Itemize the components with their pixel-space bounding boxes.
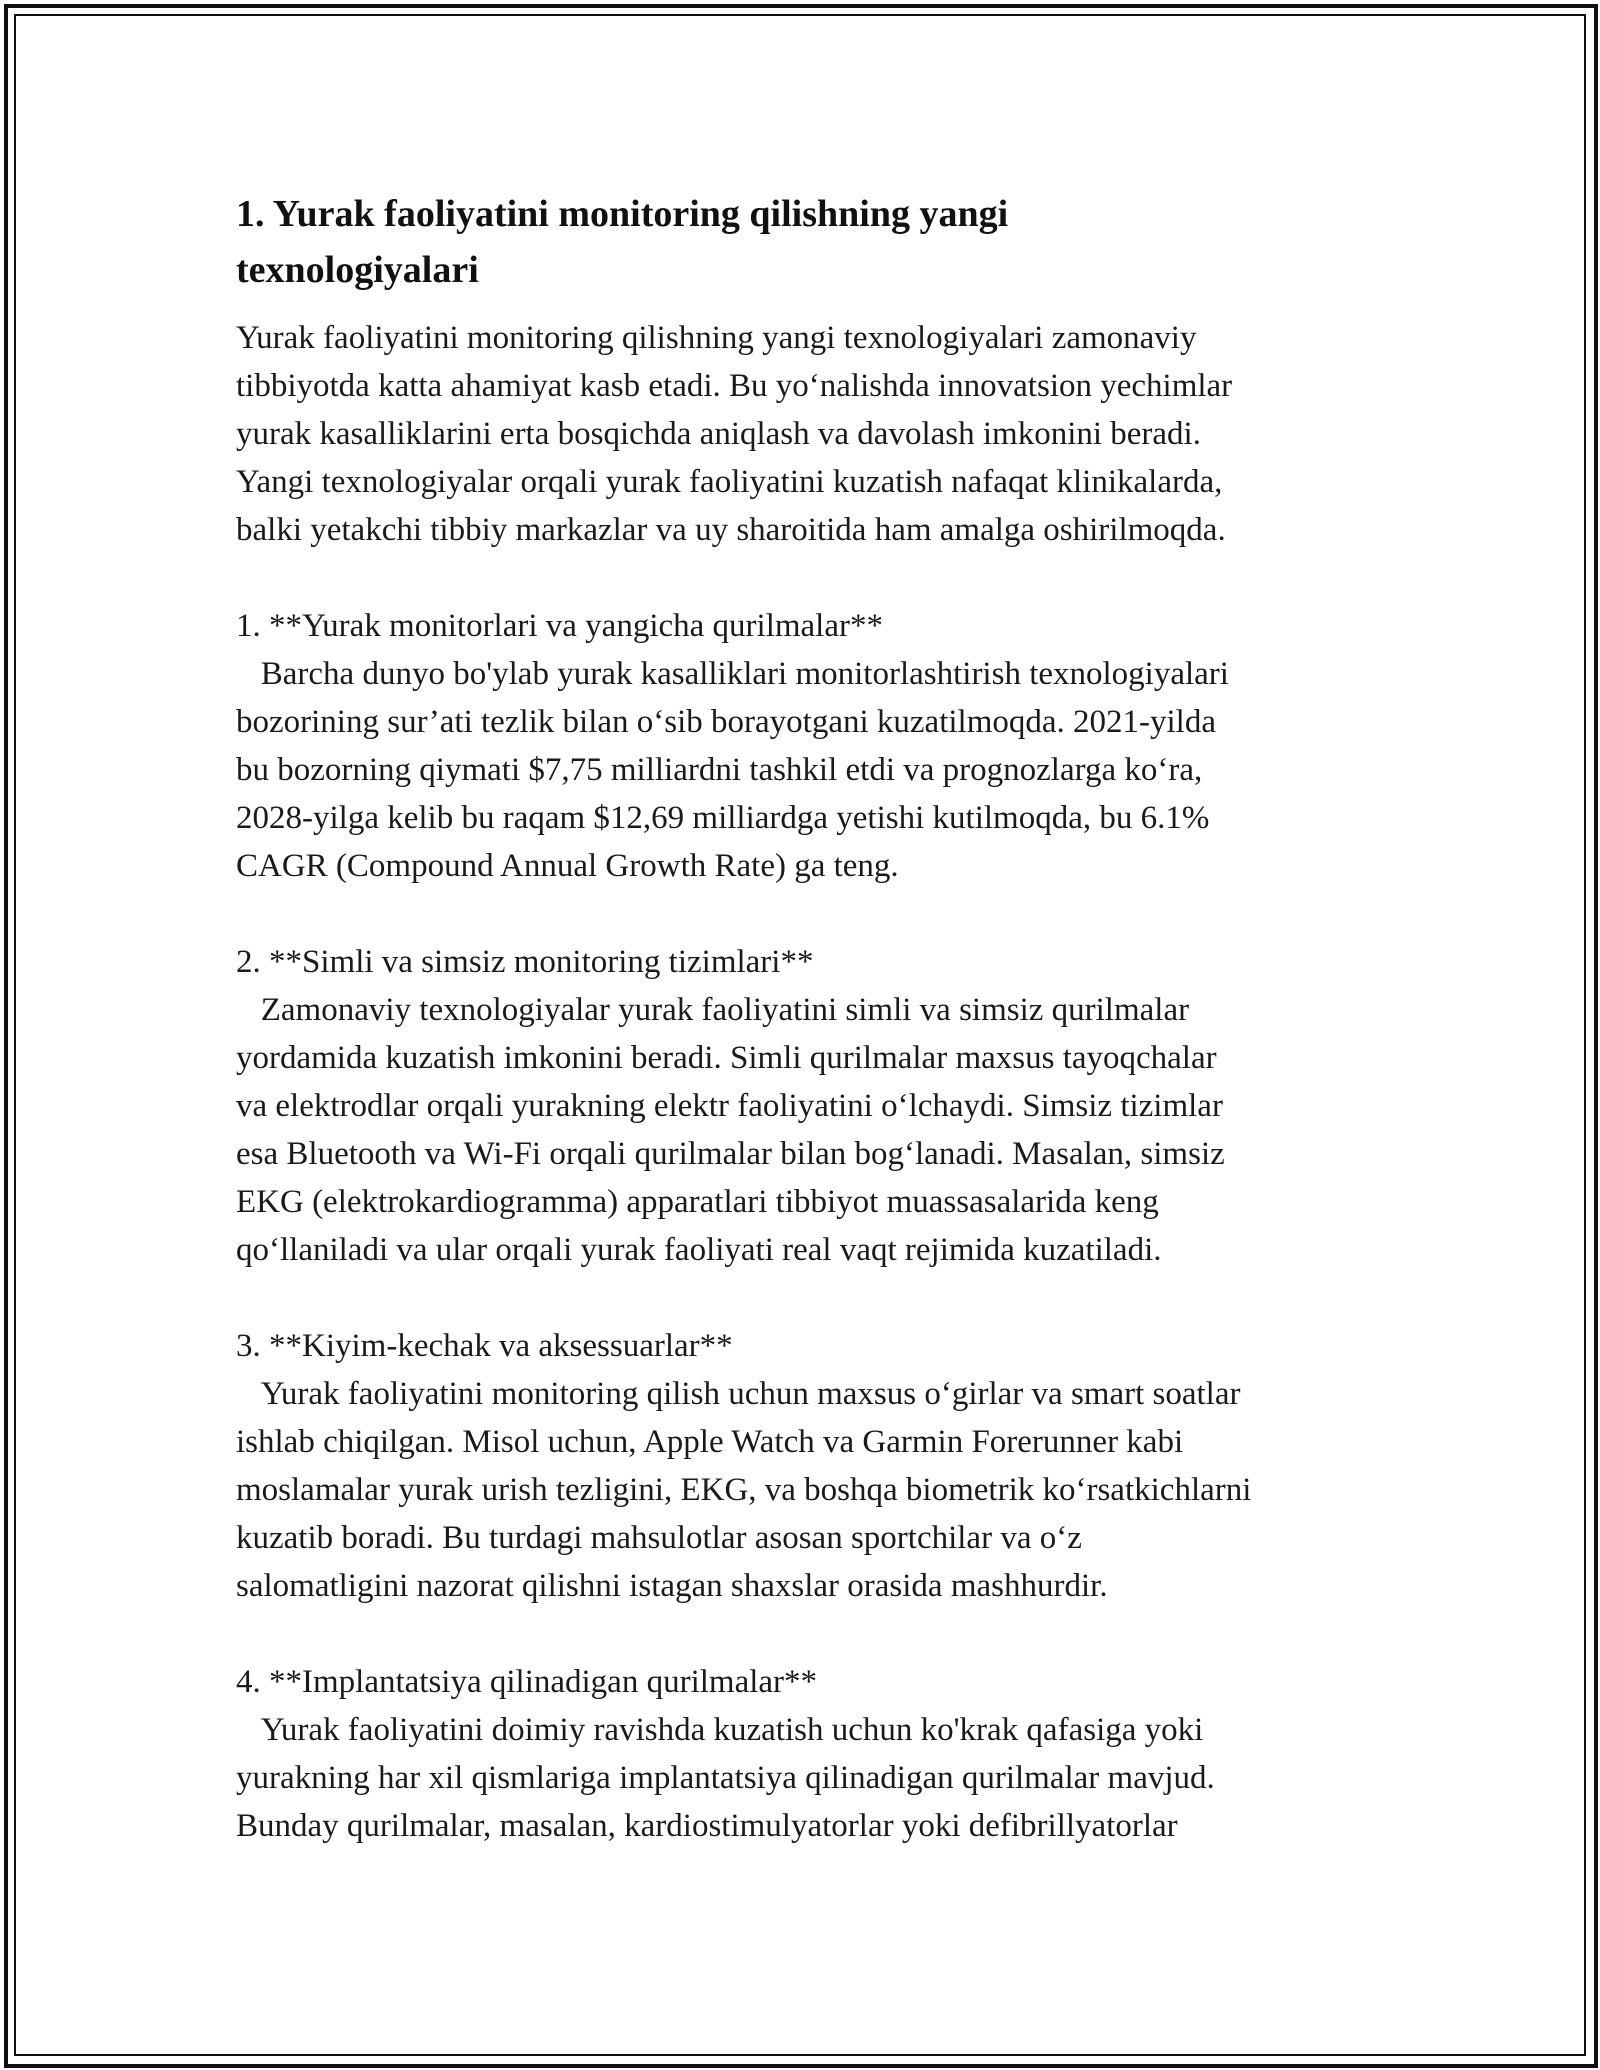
section-body: Yurak faoliyatini monitoring qilish uchun maxsus o‘girlar va smart soatlar ishlab chiqilgan. Misol uchun, Apple Watch va Garmin Forerunner kabi moslamalar yurak urish tezligini, EKG, va boshqa biometrik ko‘rsatkichlarni kuzatib boradi. Bu turdagi mahsulotlar asosan sportchilar va o‘z salomatligini nazorat qilishni istagan shaxslar orasida mashhurdir. [236, 1376, 1252, 1604]
section-body: Yurak faoliyatini doimiy ravishda kuzatish uchun ko'krak qafasiga yoki yurakning har xil qismlariga implantatsiya qilinadigan qurilmalar mavjud. Bunday qurilmalar, masalan, kardiostimulyatorlar yoki defibrillyatorlar [236, 1712, 1215, 1844]
section-heading: 3. **Kiyim-kechak va aksessuarlar** [236, 1328, 733, 1364]
intro-paragraph: Yurak faoliyatini monitoring qilishning yangi texnologiyalari zamonaviy tibbiyotda katta ahamiyat kasb etadi. Bu yo‘nalishda innovatsion yechimlar yurak kasalliklarini erta bosqichda aniqlash va davolash imkonini beradi. Yangi texnologiyalar orqali yurak faoliyatini kuzatish nafaqat klinikalarda, balki yetakchi tibbiy markazlar va uy sharoitida ham amalga oshirilmoqda. [236, 320, 1233, 548]
paragraph-gap [236, 1274, 1376, 1322]
section-heading: 2. **Simli va simsiz monitoring tizimlari** [236, 944, 814, 980]
paragraph-gap [236, 890, 1376, 938]
section-body: Barcha dunyo bo'ylab yurak kasalliklari monitorlashtirish texnologiyalari bozorining sur’ati tezlik bilan o‘sib borayotgani kuzatilmoqda. 2021-yilda bu bozorning qiymati $7,75 milliardni tashkil etdi va prognozlarga ko‘ra, 2028-yilga kelib bu raqam $12,69 milliardga yetishi kutilmoqda, bu 6.1% CAGR (Compound Annual Growth Rate) ga teng. [236, 656, 1229, 884]
section-2 [236, 938, 1376, 1274]
section-body: Zamonaviy texnologiyalar yurak faoliyatini simli va simsiz qurilmalar yordamida kuzatish imkonini beradi. Simli qurilmalar maxsus tayoqchalar va elektrodlar orqali yurakning elektr faoliyatini o‘lchaydi. Simsiz tizimlar esa Bluetooth va Wi-Fi orqali qurilmalar bilan bog‘lanadi. Masalan, simsiz EKG (elektrokardiogramma) apparatlari tibbiyot muassasalarida keng qo‘llaniladi va ular orqali yurak faoliyati real vaqt rejimida kuzatiladi. [236, 992, 1225, 1268]
paragraph-gap [236, 1610, 1376, 1658]
section-3 [236, 1322, 1376, 1610]
section-1 [236, 602, 1376, 890]
document-page [236, 186, 1376, 1850]
section-heading: 4. **Implantatsiya qilinadigan qurilmalar** [236, 1664, 818, 1700]
document-title: 1. Yurak faoliyatini monitoring qilishning yangi texnologiyalari [236, 193, 1009, 291]
section-heading: 1. **Yurak monitorlari va yangicha qurilmalar** [236, 608, 883, 644]
paragraph-gap [236, 554, 1376, 602]
section-4 [236, 1658, 1376, 1850]
